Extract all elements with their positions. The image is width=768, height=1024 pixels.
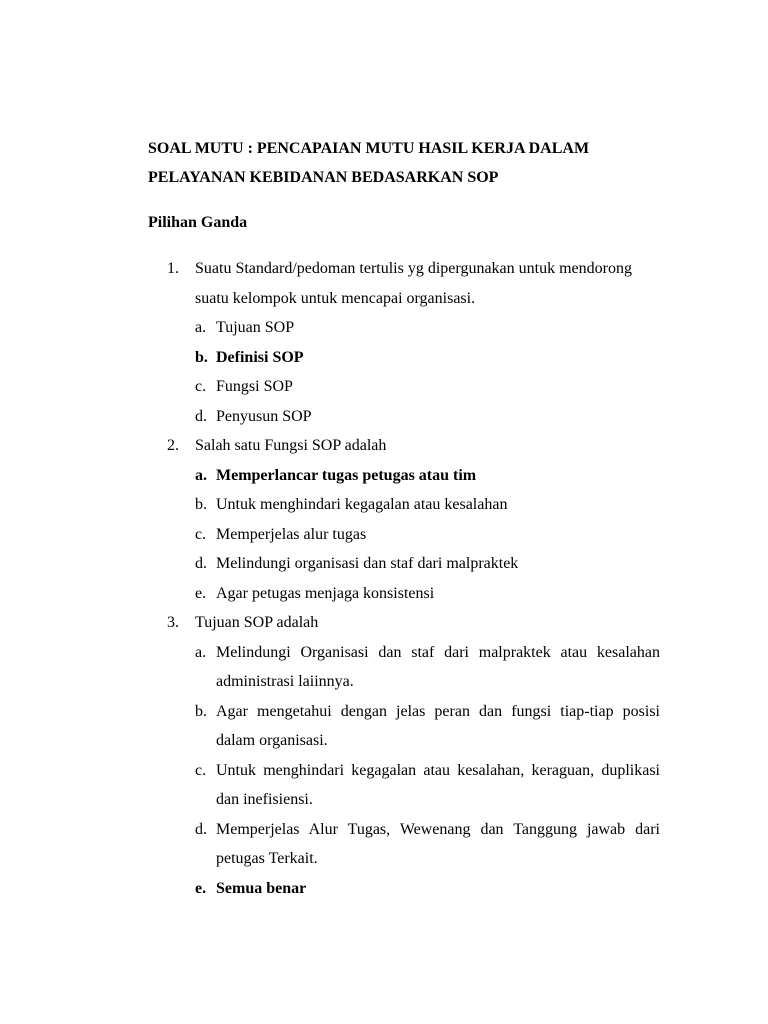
option-item <box>195 490 660 520</box>
option-item <box>195 815 660 874</box>
option-item <box>195 579 660 609</box>
option-item <box>195 313 660 343</box>
option-letter: d. <box>195 820 207 838</box>
option-text: Memperjelas Alur Tugas, Wewenang dan Tanggung jawab dari petugas Terkait. <box>216 820 660 867</box>
option-item-correct <box>195 343 660 373</box>
option-text: Tujuan SOP <box>216 319 295 336</box>
option-letter: c. <box>195 761 207 779</box>
title-line-1: SOAL MUTU : PENCAPAIAN MUTU HASIL KERJA DALAM <box>148 140 590 157</box>
option-text: Untuk menghindari kegagalan atau kesalahan <box>216 496 508 513</box>
option-letter: a. <box>195 466 207 484</box>
question-2 <box>148 431 660 608</box>
document-title <box>148 134 660 192</box>
option-text: Penyusun SOP <box>216 407 312 425</box>
option-letter: e. <box>195 879 207 897</box>
option-text: Melindungi organisasi dan staf dari malpraktek <box>216 555 519 572</box>
question-1 <box>148 254 660 431</box>
option-letter: d. <box>195 555 207 572</box>
option-list <box>195 638 660 904</box>
option-letter: b. <box>195 496 207 513</box>
question-number: 3. <box>167 614 179 631</box>
document-content <box>148 134 660 903</box>
option-item <box>195 697 660 756</box>
question-text: Suatu Standard/pedoman tertulis yg dipergunakan untuk mendorong suatu kelompok untuk mencapai organisasi. <box>195 260 632 307</box>
option-letter: a. <box>195 643 207 661</box>
option-item <box>195 372 660 402</box>
option-text: Memperjelas alur tugas <box>216 525 367 543</box>
question-number: 1. <box>167 260 179 277</box>
option-text: Untuk menghindari kegagalan atau kesalahan, keraguan, duplikasi dan inefisiensi. <box>216 761 660 808</box>
option-item-correct <box>195 461 660 491</box>
option-item <box>195 549 660 579</box>
option-text: Definisi SOP <box>216 348 304 366</box>
option-item <box>195 638 660 697</box>
question-text: Tujuan SOP adalah <box>195 614 319 631</box>
option-text: Memperlancar tugas petugas atau tim <box>216 466 477 484</box>
question-list <box>148 254 660 903</box>
question-text: Salah satu Fungsi SOP adalah <box>195 437 387 454</box>
option-text: Agar petugas menjaga konsistensi <box>216 584 435 602</box>
option-text: Agar mengetahui dengan jelas peran dan fungsi tiap-tiap posisi dalam organisasi. <box>216 702 660 749</box>
option-item-correct <box>195 874 660 904</box>
title-line-2: PELAYANAN KEBIDANAN BEDASARKAN SOP <box>148 169 499 186</box>
option-letter: b. <box>195 348 208 366</box>
option-item <box>195 520 660 550</box>
question-3 <box>148 608 660 903</box>
option-list <box>195 313 660 431</box>
option-letter: c. <box>195 378 207 395</box>
option-letter: e. <box>195 584 207 602</box>
option-letter: c. <box>195 525 207 543</box>
option-letter: b. <box>195 702 207 720</box>
option-item <box>195 402 660 432</box>
option-text: Fungsi SOP <box>216 378 293 395</box>
option-item <box>195 756 660 815</box>
option-letter: d. <box>195 407 207 425</box>
option-text: Melindungi Organisasi dan staf dari malpraktek atau kesalahan administrasi laiinnya. <box>216 643 660 690</box>
option-list <box>195 461 660 609</box>
option-letter: a. <box>195 319 207 336</box>
question-number: 2. <box>167 437 179 454</box>
option-text: Semua benar <box>216 879 307 897</box>
section-heading: Pilihan Ganda <box>148 214 248 231</box>
